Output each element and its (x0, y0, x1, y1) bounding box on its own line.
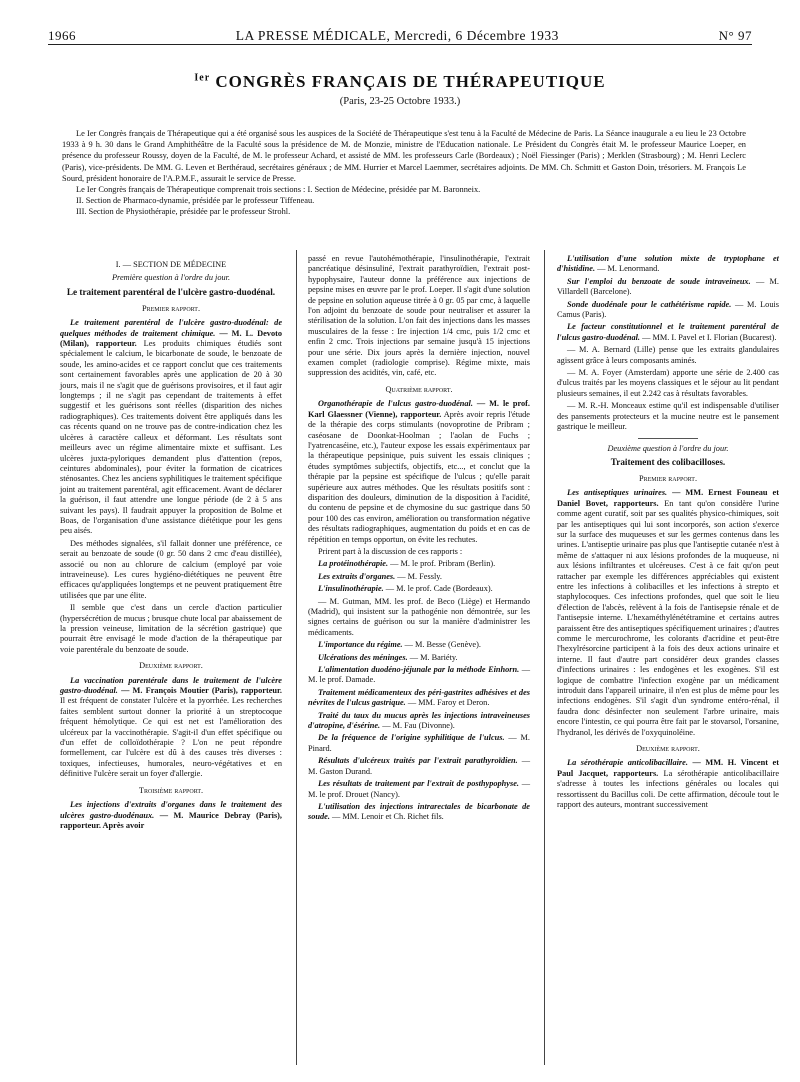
discussion-item (308, 688, 530, 709)
paragraph: passé en revue l'autohémothérapie, l'insulinothérapie, l'extrait pancréatique désinsuliné, l'extrait parathyroïdien, l'extrait post-hypophysaire, l'auteur donne la préférence aux injections de pepsine mises en œuvre par le prof. Loeper. Il s'agit d'une solution de pepsine en solution aqueuse titrée à 0 gr. 05 par cmc, à laquelle l'on adjoint du benzoate de soude pour neutraliser et assurer la stérilisation de la solution. L'on fait des injections dans les masses musculaires de la fesse : Ire injection 1/4 cmc, puis 1/2 cmc et enfin 2 cmc. Trois injections par semaine jusqu'à 15 injections pour une série. Dix jours après la dernière injection, nouvel examen complet (radiologie comprise). Régime mixte, mais suppression des acidités, vin, café, etc. (308, 254, 530, 378)
discussion-author: — M. Louis Camus (Paris). (557, 299, 779, 320)
discussion-item (557, 322, 779, 343)
report-author: — M. le prof. Karl Glaessner (Vienne), rapporteur. (308, 399, 530, 419)
discussion-author: — M. le prof. Pribram (Berlin). (390, 559, 496, 569)
report-heading: Quatrième rapport. (385, 384, 453, 394)
discussion-title: L'utilisation d'une solution mixte de tryptophane et d'histidine. (557, 254, 779, 274)
topic-heading: Le traitement parentéral de l'ulcère gastro-duodénal. (66, 286, 276, 297)
report-text: Après avoir repris l'étude de la thérapie des corps stimulants (novoprotine de Pribram ; caséosane de Doonkat-Hoolman ; l'aolan de Fuchs ; l'yatrencaséine, etc.), l'auteur expose les essais expérimentaux par la thérapeutique pepsinique, puis suivent les essais cliniques ; études symptômes subjectifs, objectifs, etc..., et conclut que la thérapie par la pepsine est spécifique de l'ulcus ; qu'elle parait supérieure aux autres méthodes. Que les résultats positifs sont : disparition des douleurs, diminution de la disposition à l'acidité, du contenu de pepsine et de chymosine du suc gastrique dans 50 pour 100 des cas environ, amélioration ou transformation négative des résultats radiographiques, augmentation du poids et en cas de répétition en temps opportun, on évite les rechutes. (308, 409, 530, 544)
discussion-item (308, 653, 530, 663)
discussion-title: Le facteur constitutionnel et le traitement parentéral de l'ulcus gastro-duodénal. (557, 322, 779, 342)
report-author: — M. Maurice Debray (Paris), rapporteur. Après avoir (60, 810, 283, 830)
discussion-title: Traitement médicamenteux des péri-gastrites adhésives et des névrites de l'ulcus gastrique. (308, 687, 530, 708)
discussion-author: — M. Fessly. (397, 571, 442, 581)
discussion-item (557, 401, 779, 432)
discussion-item (308, 665, 530, 686)
discussion-title: Les extraits d'organes. (318, 571, 396, 581)
intro-paragraph: III. Section de Physiothérapie, présidée par le professeur Strohl. (76, 207, 291, 217)
report-heading: Premier rapport. (141, 303, 201, 313)
discussion-item (557, 300, 779, 321)
discussion-author: — M. Bariéty. (409, 652, 458, 662)
column-divider (296, 250, 297, 1065)
journal-title: LA PRESSE MÉDICALE, Mercredi, 6 Décembre 1933 (235, 28, 559, 43)
report-entry (308, 399, 530, 545)
discussion-title: Résultats d'ulcéreux traités par l'extrait parathyroïdien. (318, 756, 518, 766)
discussion-author: — M. Fau (Divonne). (382, 721, 455, 731)
discussion-item (557, 368, 779, 399)
discussion-title: La protéinothérapie. (318, 559, 389, 569)
article-subtitle: (Paris, 23-25 Octobre 1933.) (339, 96, 461, 107)
page-number: 1966 (48, 28, 76, 43)
report-author: — M. L. Devoto (Milan), rapporteur. (60, 328, 282, 349)
report-entry (60, 318, 282, 537)
article-title (0, 72, 800, 92)
report-title: La sérothérapie anticolibacillaire. (567, 758, 688, 768)
report-heading: Premier rapport. (638, 473, 698, 483)
discussion-item (557, 345, 779, 366)
discussion-author: — M. A. Bernard (Lille) pense que les extraits glandulaires agissent grâce à leurs composants aminés. (557, 345, 779, 365)
discussion-author: — M. Pinard. (308, 733, 530, 753)
discussion-author: — M. Gaston Durand. (308, 756, 530, 776)
page-header (48, 24, 752, 45)
discussion-item (308, 584, 530, 594)
discussion-author: — M. le prof. Damade. (308, 665, 531, 685)
discussion-title: Sur l'emploi du benzoate de soude intraveineux. (567, 276, 751, 286)
discussion-title: L'utilisation des injections intrarectales de bicarbonate de soude. (308, 801, 530, 822)
discussion-intro: Prirent part à la discussion de ces rapports : (318, 546, 463, 556)
report-text: La sérothérapie anticolibacillaire s'adresse à toutes les infections générales ou locales qui ressortissent du Bacillus coli. De cette affirmation, découle tout le rapport des auteurs, montrant successivement (557, 768, 779, 810)
discussion-title: L'importance du régime. (318, 640, 403, 650)
report-author: — MM. Ernest Founeau et Daniel Bovet, rapporteurs. (557, 488, 779, 508)
discussion-item (308, 640, 530, 650)
report-title: Organothérapie de l'ulcus gastro-duodénal. (318, 399, 473, 409)
issue-number: N° 97 (718, 28, 752, 43)
discussion-title: Les résultats de traitement par l'extrait de posthypophyse. (318, 779, 519, 789)
discussion-item (308, 711, 530, 732)
column-3 (557, 254, 779, 813)
discussion-author: — M. R.-H. Monceaux estime qu'il est indispensable d'utiliser des pansements protecteurs et la mucine neutre est le pansement gastrique le meilleur. (557, 401, 779, 432)
report-title: Les antiseptiques urinaires. (567, 488, 668, 498)
column-1 (60, 254, 282, 833)
discussion-title: De la fréquence de l'origine syphilitique de l'ulcus. (318, 733, 505, 743)
discussion-title: Sonde duodénale pour le cathétérisme rapide. (567, 299, 732, 309)
intro-paragraph: Le Ier Congrès français de Thérapeutique qui a été organisé sous les auspices de la Société de Thérapeutique s'est tenu à la Faculté de Médecine de Paris. La Séance inaugurale a eu lieu le 23 Octobre 1933 à 9 h. 30 dans le Grand Amphithéâtre de la Faculté sous la présidence de M. de Monzie, ministre de l'Education nationale. Le Président du Congrès était M. le professeur Maurice Loeper, en présence du professeur Roussy, doyen de la Faculté, de M. le professeur Achard, et assisté de MM. les professeurs Carle (Bordeaux) ; Noël Fiessinger (Paris) ; Merklen (Strasbourg) ; M. Henri Leclerc (Paris), vice-présidents. De MM. G. Leven et Berthéraud, secrétaires généraux ; de MM. Hurrier et Marcel Laemmer, secrétaires adjoints. De MM. Ch. Schmitt et Gaston Doin, trésoriers. M. François Le Sourd, président honoraire de l'A.P.M.F., assurait le service de Presse. (62, 129, 746, 183)
report-title: La vaccination parentérale dans le traitement de l'ulcère gastro-duodénal. (60, 675, 282, 696)
discussion-title: Ulcérations des méninges. (318, 652, 408, 662)
report-heading: Deuxième rapport. (139, 661, 203, 671)
discussion-author: — M. le prof. Drouet (Nancy). (308, 779, 530, 799)
discussion-title: Traité du taux du mucus après les injections intraveineuses d'atropine, d'ésérine. (308, 710, 530, 731)
discussion-author: — MM. I. Pavel et I. Florian (Bucarest). (642, 332, 777, 342)
report-author: — M. François Moutier (Paris), rapporteur. (121, 686, 282, 696)
discussion-author: — M. Gutman, MM. les prof. de Beco (Liège) et Hermando (Madrid), qui insistent sur la pathogénie non démontrée, sur les signes certains de guérison ou sur la manière d'administrer les médicaments. (308, 596, 530, 637)
title-text: CONGRÈS FRANÇAIS DE THÉRAPEUTIQUE (215, 72, 606, 91)
discussion-list (308, 559, 530, 822)
question-heading: Première question à l'ordre du jour. (111, 273, 231, 283)
discussion-author: — MM. Lenoir et Ch. Richet fils. (331, 812, 444, 822)
intro-paragraph: Le Ier Congrès français de Thérapeutique comprenait trois sections : I. Section de Médecine, présidée par M. Baronneix. (76, 185, 481, 195)
discussion-item (308, 733, 530, 754)
discussion-item (308, 559, 530, 569)
report-heading: Troisième rapport. (138, 785, 204, 795)
discussion-author: — M. Lenormand. (597, 264, 660, 274)
title-prefix: Ier (194, 72, 211, 84)
discussion-author: — M. le prof. Cade (Bordeaux). (385, 584, 493, 594)
report-text: Les produits chimiques étudiés sont spécialement le calcium, le bicarbonate de soude, le benzoate de soude, les amino-acides et ce rapport conclut que ces traitements sont certainement favorables après une application de 20 à 30 jours, mais il ne s'agit que de guérisons provisoires, et il faut agir longtemps ; il ne s'agit pas cependant de traitements à effet suggestif et les guérisons sont réelles (disparition des niches radiographiques). Ces traitements doivent être appliqués dans les cas récents quand on ne trouve pas de contre-indication chez les ulcères à caractère calleux et déformant. Les résultats sont meilleurs avec un régime alimentaire mixte et suffisant. Les ulcères juxta-pyloriques demandent plus d'attention (repos, ceintures abdominales), pour éviter la formation de cicatrices sténosantes. Chez les anciens syphilitiques le traitement spécifique joint au traitement parentéral, agit efficacement. Avant de déclarer la guérison, il faut attendre une longue période (de 2 à 5 ans suivant les pays). Il faudrait appuyer la proposition de Bolme et Boas, de l'organisation d'une assistance diététique pour les gens peu aisés. (60, 339, 282, 536)
discussion-title: L'alimentation duodéno-jéjunale par la méthode Einhorn. (318, 665, 520, 675)
report-entry (557, 488, 779, 738)
discussion-author: — M. Besse (Genève). (404, 640, 481, 650)
discussion-item (308, 756, 530, 777)
report-entry (60, 800, 282, 831)
question-heading: Deuxième question à l'ordre du jour. (607, 443, 729, 453)
discussion-item (308, 802, 530, 823)
section-heading: I. — SECTION DE MÉDECINE (115, 260, 227, 269)
introduction (62, 128, 746, 218)
discussion-item (308, 597, 530, 639)
paragraph: Des méthodes signalées, s'il fallait donner une préférence, ce serait au benzoate de soude (0 gr. 50 dans 2 cmc d'eau distillée), associé ou non au chlorure de calcium (employé par voie intraveineuse). Les cures hygiéno-diététiques ne peuvent être efficaces qu'appliquées longtemps et ne peuvent pratiquement être utilisées que par une élite. (60, 538, 282, 600)
separator (638, 438, 698, 439)
report-title: Le traitement parentéral de l'ulcère gastro-duodénal: de quelques méthodes de traitement chimique. (60, 318, 282, 338)
discussion-author: — M. A. Foyer (Amsterdam) apporte une série de 2.400 cas d'ulcus traités par les moyens classiques et le séjour au lit pendant plusieurs semaines, il eut 2.242 cas à résultats favorables. (557, 368, 779, 398)
discussion-title: L'insulinothérapie. (318, 584, 384, 594)
discussion-item (308, 572, 530, 582)
discussion-item (557, 254, 779, 275)
intro-paragraph: II. Section de Pharmaco-dynamie, présidée par le professeur Tiffeneau. (76, 196, 315, 206)
report-heading: Deuxième rapport. (636, 744, 700, 754)
paragraph: Il semble que c'est dans un cercle d'action particulier (hypersécrétion de mucus ; brusque chute local par abaissement de la pression veineuse, limitation de la sécrétion gastrique) que pourrait être envisagé le mode d'action de la thérapeutique par voie parentérale du benzoate de soude. (60, 603, 282, 654)
report-author: — MM. H. Vincent et Paul Jacquet, rapporteurs. (557, 758, 779, 778)
column-divider (544, 250, 545, 1065)
report-entry (557, 758, 779, 810)
discussion-item (308, 779, 530, 800)
discussion-author: — M. Villardell (Barcelone). (557, 276, 779, 297)
discussion-author: — MM. Faroy et Deron. (407, 698, 490, 708)
column-2 (308, 254, 530, 825)
discussion-item (557, 277, 779, 298)
report-text: Il est fréquent de constater l'ulcère et la pyorrhée. Les recherches faites semblent surtout donner la priorité à un streptocoque fréquent hémolytique. Ce qui est net est l'amélioration des ulcéreux par la vaccinothérapie. S'agit-il d'un effet spécifique ou d'un effet de colloïdothérapie ? L'on ne peut répondre formellement, car l'ulcère est dû à des causes très diverses : toxiques, infectieuses, humorales, neuro-végétatives et en définitive l'ulcère serait un foyer d'allergie. (60, 696, 282, 779)
discussion-list (557, 254, 779, 433)
report-title: Les injections d'extraits d'organes dans le traitement des ulcères gastro-duodénaux. (60, 800, 282, 820)
report-entry (60, 676, 282, 780)
report-text: En tant qu'on considère l'urine comme agent curatif, soit par ses qualités physico-chimiques, soit par les antiseptiques qui lui sont incorporés, son action s'exerce sur la surface des muqueuses et sur les germes contenus dans les urines. L'antiseptie urinaire pas plus que l'antiseptie cutanée n'est à même de s'attaquer ni aux lésions profondes de la muqueuse, ni aux lésions infiltrantes et ulcéreuses. C'est à ce fait qu'on peut rattacher par exemple les différences appréciables qui existent entre les infections à colibacilles et les infections à strepto et staphylocoques. Ces infections profondes, quel que soit le lieu d'élection de l'abcès, relèvent à la fois de l'antisepsie rénale et de l'antisepsie interne. L'hexaméthylénététramine et certains autres paraissent être des antiseptiques spécifiquement urinaires ; d'autres comme le mercurochrome, les colorants d'acridine et peut-être l'hexylrésorcine participent à la fois des deux actions urinaire et interne. Il faut d'autre part considérer deux grandes classes d'infections urinaires : les endogènes et les exogènes. S'il est logique de combattre l'infection exogène par un médicament introduit dans l'appareil urinaire, il n'en est plus de même pour les infections endogènes. S'il s'agit d'un syndrome entéro-rénal, il faudra donc désinfecter non seulement l'arbre urinaire, mais encore l'intestin, ce qui pourra être fait par le stovarsol, l'orsanine, l'hydranol, les dérivés de l'oxyquinoléine. (557, 498, 780, 737)
topic-heading: Traitement des colibacilloses. (610, 456, 726, 467)
